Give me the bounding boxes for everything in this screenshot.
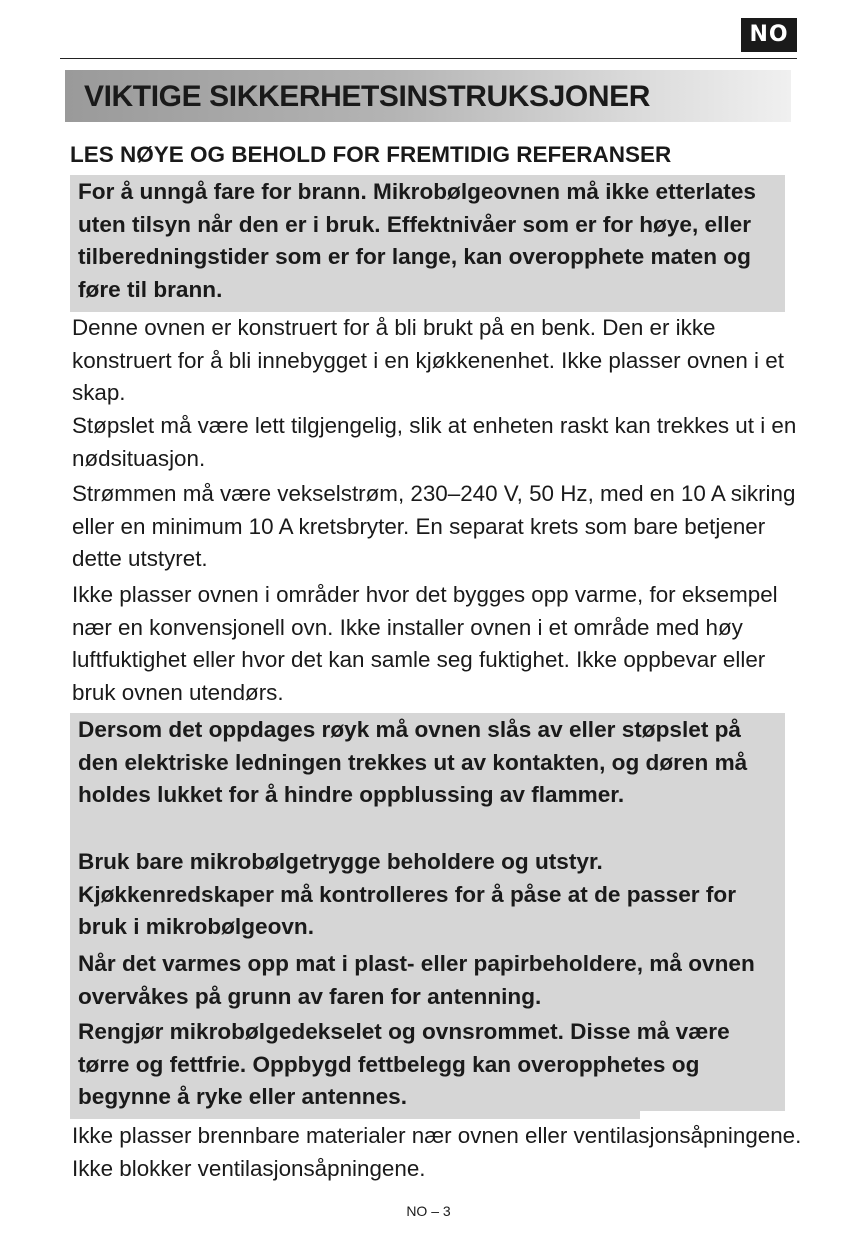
header-divider — [60, 58, 797, 59]
page-number: NO – 3 — [406, 1203, 451, 1219]
section-subtitle: LES NØYE OG BEHOLD FOR FREMTIDIG REFERANSER — [70, 142, 672, 167]
power-supply-paragraph: Strømmen må være vekselstrøm, 230–240 V, 50 Hz, med en 10 A sikring eller en minimum 10 A kretsbryter. En separat krets som bare betjener dette utstyret. — [72, 481, 796, 572]
cleaning-warning-text: Rengjør mikrobølgedekselet og ovnsrommet. Disse må være tørre og fettfrie. Oppbygd fettbelegg kan overopphetes og begynne å ryke eller antennes. — [78, 1019, 730, 1110]
language-badge: NO — [741, 18, 797, 52]
fire-warning-text: For å unngå fare for brann. Mikrobølgeovnen må ikke etterlates uten tilsyn når den er i bruk. Effektnivåer som er for høye, eller tilberedningstider som er for lange, kan overopphete maten og føre til brann. — [78, 179, 756, 302]
countertop-paragraph: Denne ovnen er konstruert for å bli brukt på en benk. Den er ikke konstruert for å bli innebygget i en kjøkkenenhet. Ikke plasser ovnen i et skap. — [72, 315, 784, 406]
placement-paragraph: Ikke plasser ovnen i områder hvor det bygges opp varme, for eksempel nær en konvensjonell ovn. Ikke installer ovnen i et område med høy luftfuktighet eller hvor det kan samle seg fuktighet. Ikke oppbevar eller bruk ovnen utendørs. — [72, 582, 778, 705]
smoke-warning-text: Dersom det oppdages røyk må ovnen slås av eller støpslet på den elektriske ledningen trekkes ut av kontakten, og døren må holdes lukket for å hindre oppblussing av flammer. — [78, 717, 748, 808]
plug-access-paragraph: Støpslet må være lett tilgjengelig, slik at enheten raskt kan trekkes ut i en nødsituasjon. — [72, 413, 797, 471]
plastic-paper-warning-text: Når det varmes opp mat i plast- eller papirbeholdere, må ovnen overvåkes på grunn av faren for antenning. — [78, 951, 755, 1009]
page-title: VIKTIGE SIKKERHETSINSTRUKSJONER — [84, 80, 651, 113]
containers-warning-text: Bruk bare mikrobølgetrygge beholdere og utstyr. Kjøkkenredskaper må kontrolleres for å påse at de passer for bruk i mikrobølgeovn. — [78, 849, 736, 940]
flammables-paragraph: Ikke plasser brennbare materialer nær ovnen eller ventilasjonsåpningene. Ikke blokker ventilasjonsåpningene. — [72, 1123, 802, 1181]
